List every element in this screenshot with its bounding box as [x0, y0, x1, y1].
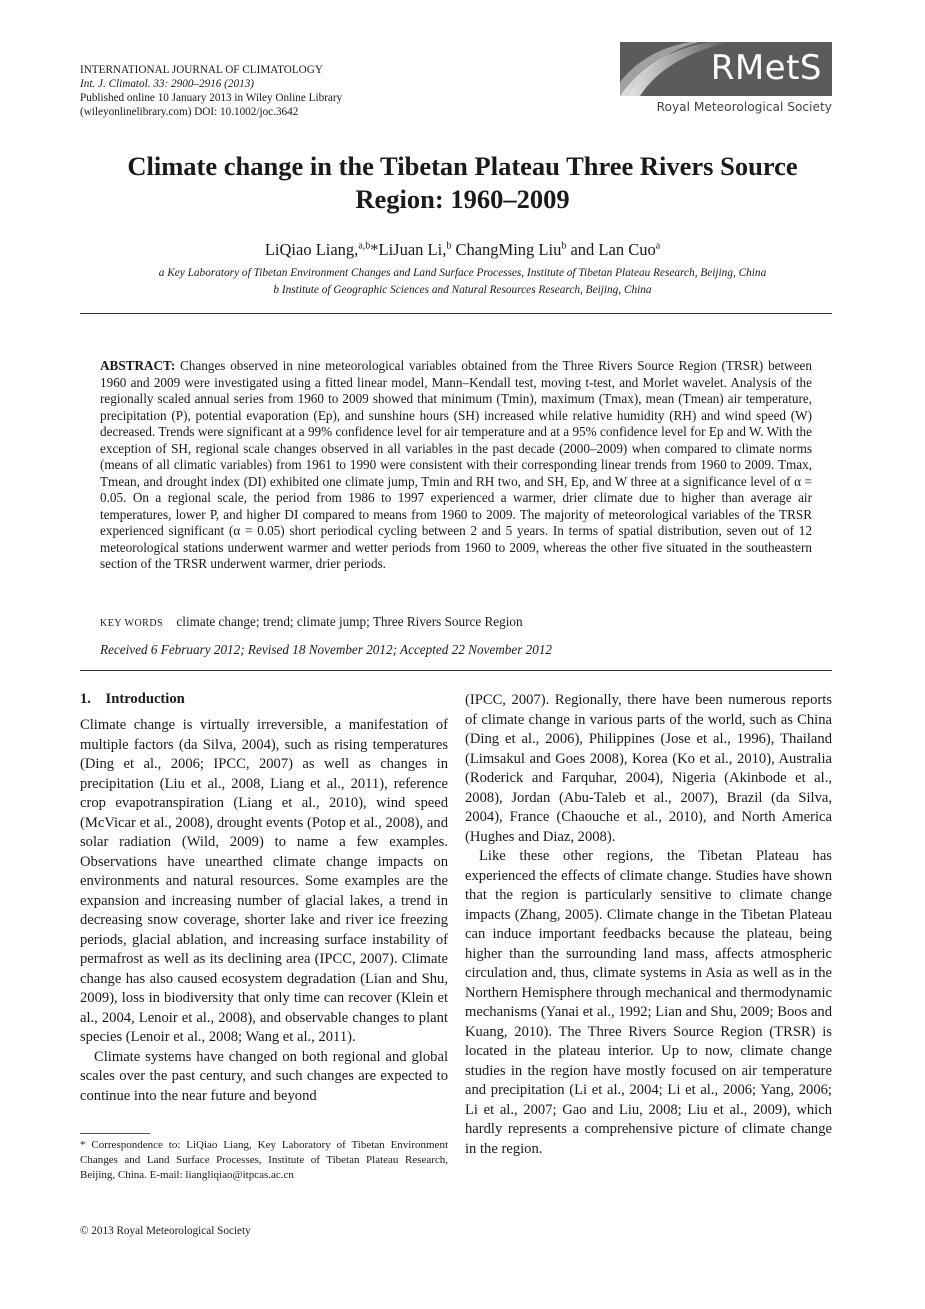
journal-citation: Int. J. Climatol. 33: 2900–2916 (2013): [80, 78, 255, 90]
keywords: [100, 614, 523, 630]
keywords-text: climate change; trend; climate jump; Three Rivers Source Region: [176, 614, 523, 629]
journal-header: [80, 63, 342, 119]
journal-name: INTERNATIONAL JOURNAL OF CLIMATOLOGY: [80, 64, 323, 76]
logo-society: Royal Meteorological Society: [656, 100, 832, 114]
journal-published: Published online 10 January 2013 in Wiley Online Library: [80, 92, 343, 104]
section-heading: [80, 691, 185, 708]
journal-doi: (wileyonlinelibrary.com) DOI: 10.1002/joc.3642: [80, 106, 299, 118]
abstract-label: ABSTRACT:: [100, 358, 176, 373]
authors: LiQiao Liang,$^{a,b}$*LiJuan Li,$^b$ ChangMing Liu$^b$ and Lan Cuo$^a$: [264, 240, 661, 259]
paper-title: [60, 150, 865, 216]
received-dates: Received 6 February 2012; Revised 18 November 2012; Accepted 22 November 2012: [100, 642, 553, 657]
intro-paragraph-4: Like these other regions, the Tibetan Plateau has experienced the effects of climate change. Studies have shown that the region is particularly sensitive to climate change impacts (Zhang, 2005). Climate change in the Tibetan Plateau can induce important feedbacks because the plateau, being higher than the surrounding land mass, affects atmospheric circulation and, thus, climate systems in Asia as well as in the Northern Hemisphere through mechanical and thermodynamic mechanisms (Yanai et al., 1992; Lian and Shu, 2009; Boos and Kuang, 2010). The Three Rivers Source Region (TRSR) is located in the plateau interior. Up to now, climate change studies in the region have mostly focused on air temperature and precipitation (Li et al., 2004; Li et al., 2006; Yang, 2006; Li et al., 2007; Gao and Liu, 2008; Liu et al., 2009), which hardly represents a comprehensive picture of climate change in the region.: [465, 848, 832, 1157]
title-line-1: Climate change in the Tibetan Plateau Three Rivers Source: [127, 151, 798, 181]
abstract-rule: [80, 670, 832, 671]
abstract-text: Changes observed in nine meteorological variables obtained from the Three Rivers Source Region (TRSR) between 1960 and 2009 were investigated using a fitted linear model, Mann–Kendall test, moving t-test, and Morlet wavelet. Analysis of the regionally scaled annual series from 1960 to 2009 showed that minimum (Tmin), maximum (Tmax), mean (Tmean) air temperature, precipitation (P), potential evaporation (Ep), and sunshine hours (SH) increased while relative humidity (RH) and wind speed (W) decreased. Trends were significant at a 99% confidence level for air temperature and at a 95% confidence level for Ep and W. With the exception of SH, regional scale changes observed in all variables in the past decade (2000–2009) when compared to climate norms (means of all climatic variables) from 1961 to 1990 were consistent with their corresponding linear trends from 1960 to 2009. Tmax, Tmean, and drought index (DI) exhibited one climate jump, Tmin and RH two, and SH, Ep, and W three at a significance level of α = 0.05. On a regional scale, the period from 1986 to 1997 experienced a warmer, drier climate due to higher than average air temperatures, lower P, and higher DI compared to means from 1960 to 2009. The majority of meteorological variables of the TRSR experienced significant (α = 0.05) short periodical cycling between 2 and 5 years. In terms of spatial distribution, seven out of 12 meteorological stations underwent warmer and wetter periods from 1960 to 2009, whereas the other five situated in the southeastern section of the TRSR underwent warmer, drier periods.: [100, 358, 813, 571]
left-column: [80, 716, 448, 1106]
section-title: Introduction: [105, 691, 185, 707]
abstract: [100, 358, 812, 573]
title-line-2: Region: 1960–2009: [355, 184, 570, 214]
keywords-label: KEY WORDS: [100, 618, 164, 629]
intro-paragraph-1: Climate change is virtually irreversible, a manifestation of multiple factors (da Silva, 2004), such as rising temperatures (Ding et al., 2006; IPCC, 2007) as well as changes in precipitation (Liu et al., 2008, Liang et al., 2011), reference crop evapotranspiration (Liang et al., 2010), wind speed (McVicar et al., 2008), drought events (Potop et al., 2008), and solar radiation (Wild, 2009) to name a few examples. Observations have unearthed climate change impacts on environments and natural resources. Some examples are the expansion and increasing number of glacial lakes, a trend in decreasing snow coverage, shorter lake and river ice freezing periods, glacial ablation, and increasing surface instability of permafrost as well as its declining area (IPCC, 2007). Climate change has also caused ecosystem degradation (Lian and Shu, 2009), loss in biodiversity that only time can recover (Klein et al., 2004, Lenoir et al., 2008), and observable changes to plant species (Lenoir et al., 2008; Wang et al., 2011).: [80, 717, 448, 1045]
intro-paragraph-2: Climate systems have changed on both regional and global scales over the past century, and such changes are expected to continue into the near future and beyond: [80, 1048, 448, 1104]
affiliation-a: a Key Laboratory of Tibetan Environment Changes and Land Surface Processes, Institute of Tibetan Plateau Research, Beijing, China: [158, 267, 767, 279]
correspondence-footnote: * Correspondence to: LiQiao Liang, Key Laboratory of Tibetan Environment Changes and Land Surface Processes, Institute of Tibetan Plateau Research, Beijing, China. E-mail: liangliqiao@itpcas.ac.cn: [80, 1139, 448, 1181]
affiliation-b: b Institute of Geographic Sciences and Natural Resources Research, Beijing, China: [273, 284, 652, 296]
rmets-logo: [620, 42, 832, 122]
header-rule: [80, 313, 832, 314]
logo-banner: [620, 42, 832, 96]
intro-paragraph-3: (IPCC, 2007). Regionally, there have been numerous reports of climate change in various parts of the world, such as China (Ding et al., 2006), Philippines (Jose et al., 1996), Thailand (Limsakul and Goes 2008), Korea (Ko et al., 2010), Australia (Roderick and Farquhar, 2004), Nigeria (Akinbode et al., 2008), Jordan (Abu-Taleb et al., 2007), Brazil (da Silva, 2004), France (Chaouche et al., 2010), and North America (Hughes and Diaz, 2008).: [465, 692, 832, 845]
section-number: 1.: [80, 691, 91, 707]
right-column: [465, 691, 832, 1159]
logo-text: RMetS: [710, 48, 822, 88]
copyright: © 2013 Royal Meteorological Society: [80, 1225, 251, 1237]
footnote-rule: [80, 1133, 150, 1134]
